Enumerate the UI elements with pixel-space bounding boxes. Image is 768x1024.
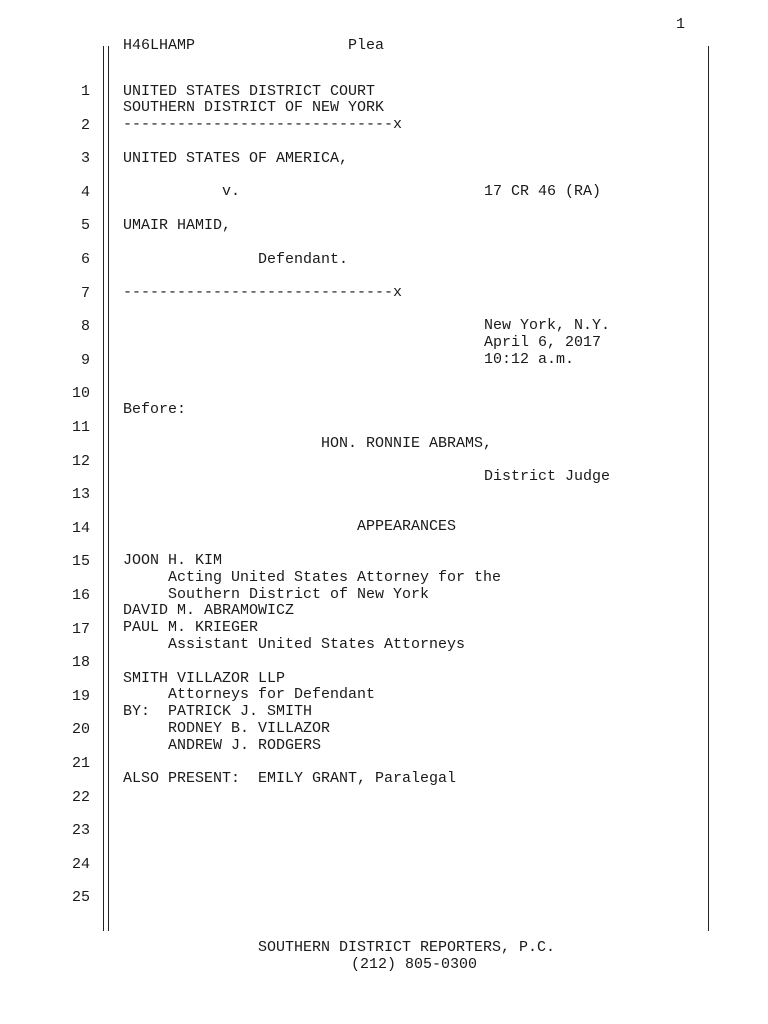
footer-phone: (212) 805-0300 (351, 956, 478, 973)
line-number: 16 (71, 587, 90, 604)
caption-divider-bottom: ------------------------------x (123, 284, 403, 301)
case-number: 17 CR 46 (RA) (484, 183, 602, 200)
appearances-heading: APPEARANCES (357, 518, 457, 535)
right-margin-rule (708, 46, 709, 931)
line-number: 13 (71, 486, 90, 504)
appearance-line: Southern District of New York (123, 585, 430, 603)
line-number: 23 (71, 822, 90, 840)
line-number: 19 (71, 687, 90, 705)
line-number: 8 (80, 318, 90, 336)
appearance-line: RODNEY B. VILLAZOR (123, 720, 331, 737)
page-number: 1 (676, 16, 686, 33)
line-number: 2 (80, 116, 90, 134)
location-date: April 6, 2017 (484, 334, 602, 351)
appearance-line: PAUL M. KRIEGER (123, 619, 259, 637)
appearance-line: SMITH VILLAZOR LLP (123, 669, 286, 687)
appearance-line: ANDREW J. RODGERS (123, 736, 322, 754)
left-margin-rule-outer (103, 46, 104, 931)
location-city: New York, N.Y. (484, 317, 611, 334)
line-number: 1 (80, 83, 90, 100)
versus: v. (222, 183, 241, 200)
before-label: Before: (123, 401, 187, 418)
line-number: 7 (80, 284, 90, 302)
line-number: 12 (71, 452, 90, 470)
judge-title: District Judge (484, 468, 611, 485)
line-number: 21 (71, 755, 90, 772)
appearance-line: JOON H. KIM (123, 552, 223, 569)
footer-reporter: SOUTHERN DISTRICT REPORTERS, P.C. (258, 939, 556, 956)
line-number: 3 (80, 150, 90, 168)
line-number: 25 (71, 889, 90, 907)
line-number: 10 (71, 385, 90, 403)
appearance-line: Acting United States Attorney for the (123, 568, 502, 586)
line-number: 22 (71, 788, 90, 806)
left-margin-rule-inner (108, 46, 109, 931)
defendant-label: Defendant. (258, 251, 349, 268)
line-number: 6 (80, 251, 90, 268)
defendant-name: UMAIR HAMID, (123, 217, 232, 234)
header-section: Plea (348, 37, 385, 54)
line-number: 24 (71, 855, 90, 873)
appearance-line: BY: PATRICK J. SMITH (123, 703, 313, 721)
court-district: SOUTHERN DISTRICT OF NEW YORK (123, 99, 385, 116)
appearance-line: Assistant United States Attorneys (123, 636, 466, 653)
line-number: 5 (80, 217, 90, 235)
line-number: 17 (71, 620, 90, 638)
line-number: 11 (71, 419, 90, 436)
appearance-line: Attorneys for Defendant (123, 686, 376, 704)
court-name: UNITED STATES DISTRICT COURT (123, 83, 376, 100)
line-number: 18 (71, 654, 90, 672)
location-time: 10:12 a.m. (484, 351, 575, 368)
line-number: 4 (80, 183, 90, 201)
plaintiff-name: UNITED STATES OF AMERICA, (123, 150, 349, 167)
caption-divider-top: ------------------------------x (123, 116, 403, 133)
line-number: 9 (80, 351, 90, 369)
line-number: 20 (71, 721, 90, 739)
appearance-line: ALSO PRESENT: EMILY GRANT, Paralegal (123, 770, 457, 788)
header-case-code: H46LHAMP (123, 37, 196, 54)
judge-name: HON. RONNIE ABRAMS, (321, 435, 493, 452)
appearance-line: DAVID M. ABRAMOWICZ (123, 602, 295, 620)
line-number: 15 (71, 553, 90, 571)
line-number: 14 (71, 519, 90, 537)
